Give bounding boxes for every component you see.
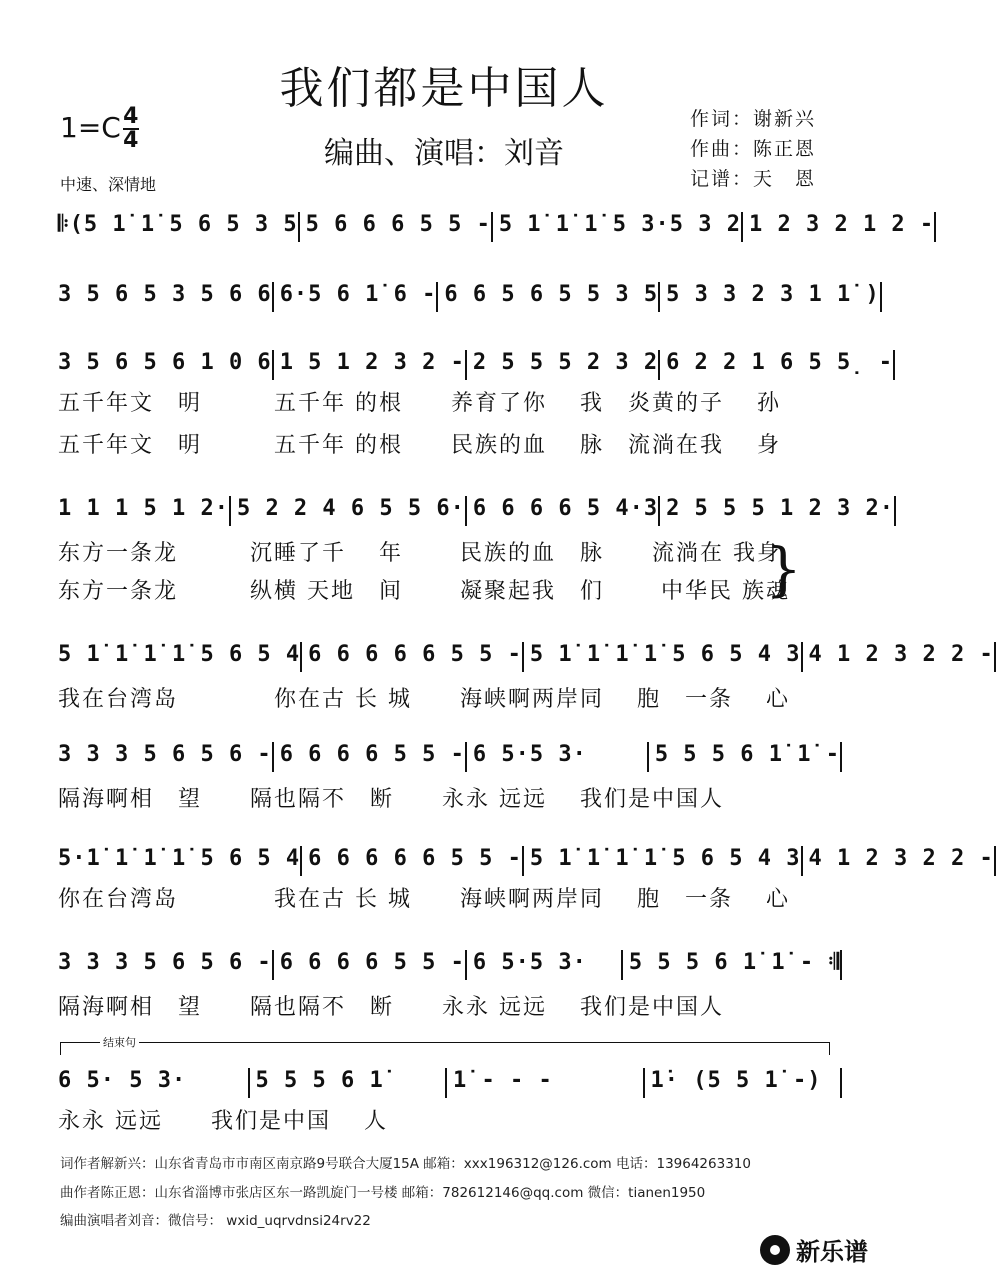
- measure: 5 3 3 2 3 1 1̇ ): [666, 282, 880, 307]
- measure: 6 6 6 6 5 5 -: [279, 950, 465, 975]
- measure: 4 1 2 3 2 2 -: [808, 846, 994, 871]
- measure: 6 5· 5 3·: [58, 1068, 187, 1093]
- measure: 5 1̇ 1̇ 1̇ 5 3·5 3 2: [498, 212, 741, 237]
- measure: 6 5·5 3·: [472, 950, 587, 975]
- barline: [658, 496, 660, 526]
- barline: [658, 282, 660, 312]
- barline: [801, 642, 803, 672]
- measure: 2 5 5 5 1 2 3 2·: [666, 496, 894, 521]
- lyric-line: 隔海啊相 望 隔也隔不 断 永永 远远 我们是中国人: [58, 995, 724, 1020]
- site-logo: [760, 1232, 868, 1267]
- measure: 1̇· (5 5 1̇ -): [650, 1068, 822, 1093]
- measure: 3 3 3 5 6 5 6 -: [58, 950, 272, 975]
- lyric-line: 五千年文 明 五千年 的根 养育了你 我 炎黄的子 孙: [58, 391, 781, 416]
- lyric-line: 五千年文 明 五千年 的根 民族的血 脉 流淌在我 身: [58, 433, 781, 458]
- barline: [893, 350, 895, 380]
- score-line: [58, 350, 893, 390]
- barline: [300, 642, 302, 672]
- barline: [445, 1068, 447, 1098]
- measure: 6 2 2 1 6 5 5̣ -: [666, 350, 893, 375]
- barline: [272, 350, 274, 380]
- barline: [229, 496, 231, 526]
- time-denominator: 4: [123, 128, 139, 153]
- score-line: [58, 282, 880, 322]
- barline: [801, 846, 803, 876]
- credit-composer: 作曲：陈正恩: [690, 138, 817, 160]
- measure: 5 5 5 6 1̇: [255, 1068, 384, 1093]
- tempo-marking: 中速、深情地: [60, 175, 157, 194]
- lyric-line: 永永 远远 我们是中国 人: [58, 1109, 388, 1134]
- barline: [658, 350, 660, 380]
- lyric-line: 隔海啊相 望 隔也隔不 断 永永 远远 我们是中国人: [58, 787, 724, 812]
- barline: [465, 496, 467, 526]
- barline: [880, 282, 882, 312]
- barline: [647, 742, 649, 772]
- lyric-line: 东方一条龙 沉睡了千 年 民族的血 脉 流淌在 我身: [58, 541, 781, 566]
- score-line: [58, 496, 894, 536]
- measure: 6 6 5 6 5 5 3 5: [444, 282, 659, 307]
- measure: 5 6 6 6 5 5 -: [305, 212, 491, 237]
- barline: [491, 212, 493, 242]
- measure: 6 6 6 6 6 5 5 -: [308, 846, 522, 871]
- logo-text: 新乐谱: [796, 1238, 868, 1266]
- barline: [465, 950, 467, 980]
- measure: 5 1̇ 1̇ 1̇ 1̇ 5 6 5 4 3: [529, 846, 801, 871]
- barline: [840, 1068, 842, 1098]
- measure: 6·5 6 1̇ 6 -: [279, 282, 437, 307]
- barline: [840, 742, 842, 772]
- measure: 6 6 6 6 6 5 5 -: [308, 642, 522, 667]
- barline: [272, 742, 274, 772]
- credit-transcriber: 记谱：天 恩: [690, 168, 817, 190]
- measure: 1 5 1 2 3 2 -: [279, 350, 465, 375]
- measure: 5 5 5 6 1̇ 1̇ - 𝄇: [628, 950, 840, 975]
- lyric-line: 你在台湾岛 我在古 长 城 海峡啊两岸同 胞 一条 心: [58, 887, 790, 912]
- measure: 6 6 6 6 5 4·3: [472, 496, 659, 521]
- ending-bracket: [60, 1042, 830, 1055]
- score-line: [58, 212, 935, 252]
- measure: 1 2 3 2 1 2 -: [748, 212, 935, 237]
- measure: 5 2 2 4 6 5 5 6·: [236, 496, 465, 521]
- score-line: [58, 642, 994, 682]
- lyric-line: 我在台湾岛 你在古 长 城 海峡啊两岸同 胞 一条 心: [58, 687, 790, 712]
- footer-composer-info: 曲作者陈正恩：山东省淄博市张店区东一路凯旋门一号楼 邮箱：782612146@qq.com 微信：tianen1950: [60, 1185, 706, 1201]
- barline: [741, 212, 743, 242]
- lyric-brace: }: [765, 535, 802, 603]
- footer-lyricist-info: 词作者解新兴：山东省青岛市市南区南京路9号联合大厦15A 邮箱：xxx196312@126.com 电话：13964263310: [60, 1156, 751, 1172]
- measure: 1 1 1 5 1 2·: [58, 496, 229, 521]
- measure: 2 5 5 5 2 3 2: [472, 350, 659, 375]
- barline: [465, 350, 467, 380]
- footer-arranger-info: 编曲演唱者刘音：微信号： wxid_uqrvdnsi24rv22: [60, 1213, 371, 1229]
- measure: 3 3 3 5 6 5 6 -: [58, 742, 272, 767]
- barline: [272, 950, 274, 980]
- subtitle: 编曲、演唱：刘音: [324, 136, 564, 171]
- record-disc-icon: [760, 1235, 790, 1265]
- credit-lyricist: 作词：谢新兴: [690, 108, 817, 130]
- measure: 6 5·5 3·: [472, 742, 587, 767]
- measure: 5 5 5 6 1̇ 1̇ -: [654, 742, 840, 767]
- measure: 5·1̇ 1̇ 1̇ 1̇ 5 6 5 4: [58, 846, 301, 871]
- barline: [248, 1068, 250, 1098]
- barline: [436, 282, 438, 312]
- measure: 3 5 6 5 3 5 6 6: [58, 282, 272, 307]
- barline: [994, 846, 996, 876]
- measure: 5 1̇ 1̇ 1̇ 1̇ 5 6 5 4: [58, 642, 301, 667]
- score-line: [58, 742, 848, 782]
- barline: [522, 846, 524, 876]
- time-numerator: 4: [123, 104, 139, 129]
- barline: [300, 846, 302, 876]
- score-line: [58, 1068, 848, 1108]
- measure: 4 1 2 3 2 2 -: [808, 642, 994, 667]
- score-line: [58, 846, 994, 886]
- key-prefix: 1=C: [60, 111, 121, 144]
- barline: [840, 950, 842, 980]
- barline: [272, 282, 274, 312]
- measure: 5 1̇ 1̇ 1̇ 1̇ 5 6 5 4 3: [529, 642, 801, 667]
- measure: 3 5 6 5 6 1 0 6: [58, 350, 272, 375]
- measure: 6 6 6 6 5 5 -: [279, 742, 465, 767]
- score-line: [58, 950, 848, 990]
- song-title: 我们都是中国人: [279, 63, 609, 114]
- barline: [934, 212, 936, 242]
- barline: [298, 212, 300, 242]
- ending-label: 结束句: [100, 1034, 139, 1050]
- barline: [994, 642, 996, 672]
- barline: [894, 496, 896, 526]
- barline: [643, 1068, 645, 1098]
- barline: [465, 742, 467, 772]
- barline: [522, 642, 524, 672]
- barline: [621, 950, 623, 980]
- measure: 𝄆(5 1̇ 1̇ 5 6 5 3 5: [58, 212, 298, 237]
- lyric-line: 东方一条龙 纵横 天地 间 凝聚起我 们 中华民 族魂: [58, 579, 790, 604]
- measure: 1̇ - - -: [453, 1068, 553, 1093]
